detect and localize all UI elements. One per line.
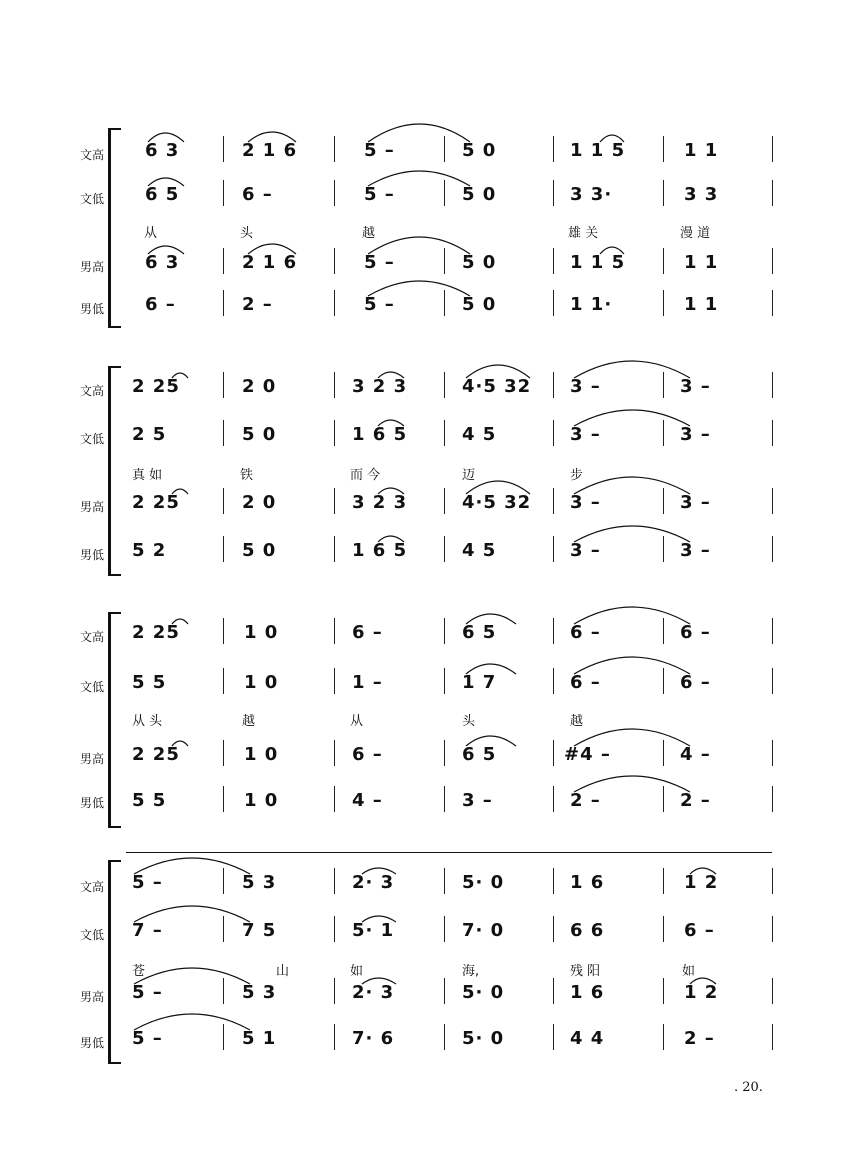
slur-marks [0, 856, 862, 1070]
measure-note: 1 1 [684, 140, 719, 161]
slur [368, 281, 470, 296]
slur [148, 178, 184, 186]
measure-note: 1 7 [462, 672, 497, 693]
measure-note: 1 6 5 [352, 424, 408, 445]
measure-note: 6 – [570, 672, 601, 693]
measure-note: 2· 3 [352, 872, 395, 893]
measure-note: 5 0 [462, 252, 497, 273]
lyric-syllable: 而 今 [350, 468, 381, 483]
measure-note: 3 2 3 [352, 492, 408, 513]
slur [378, 536, 404, 542]
slur [690, 978, 716, 984]
slur [368, 237, 470, 254]
slur [172, 619, 188, 624]
slur [378, 420, 404, 426]
lyric-syllable: 越 [570, 714, 584, 729]
lyric-syllable: 越 [362, 226, 376, 241]
page-number: . 20. [734, 1080, 763, 1095]
slur [574, 361, 690, 378]
measure-note: 5 5 [132, 790, 167, 811]
slur [172, 373, 188, 378]
measure-note: 5 5 [132, 672, 167, 693]
slur [466, 481, 530, 494]
measure-note: 2· 3 [352, 982, 395, 1003]
measure-note: 1 – [352, 672, 383, 693]
measure-note: 5 – [132, 982, 163, 1003]
lyric-syllable: 苍 [132, 964, 146, 979]
part-label-bass: 男低 [79, 1036, 104, 1050]
measure-note: 5 – [132, 1028, 163, 1049]
measure-note: 6 – [680, 672, 711, 693]
measure-note: 2 – [242, 294, 273, 315]
measure-note: 5 3 [242, 982, 277, 1003]
measure-note: 3 3· [570, 184, 613, 205]
measure-note: 4·5 32 [462, 376, 532, 397]
measure-note: 2 0 [242, 376, 277, 397]
slur [248, 132, 296, 142]
measure-note: 5 0 [462, 184, 497, 205]
measure-note: 5 0 [242, 424, 277, 445]
slur [466, 664, 516, 674]
measure-note: 6 – [352, 622, 383, 643]
part-label-bass: 男低 [79, 548, 104, 562]
measure-note: 4 – [680, 744, 711, 765]
slur [148, 133, 184, 142]
measure-note: 5 0 [462, 140, 497, 161]
lyric-syllable: 越 [242, 714, 256, 729]
part-label-soprano: 文高 [79, 148, 104, 162]
measure-note: 5· 1 [352, 920, 395, 941]
measure-note: 3 2 3 [352, 376, 408, 397]
lyric-syllable: 如 [682, 964, 696, 979]
measure-note: 5 0 [462, 294, 497, 315]
measure-note: 2 1 6 [242, 140, 298, 161]
slur [172, 489, 188, 494]
slur [690, 868, 716, 874]
measure-note: 1 1· [570, 294, 613, 315]
measure-note: 5 – [364, 184, 395, 205]
slur [574, 729, 690, 746]
measure-note: 6 – [684, 920, 715, 941]
measure-note: 4 – [352, 790, 383, 811]
measure-note: 2 25 [132, 744, 180, 765]
slur [134, 858, 250, 874]
lyric-syllable: 从 [144, 226, 158, 241]
lyric-syllable: 真 如 [132, 468, 163, 483]
measure-note: 6 5 [462, 744, 497, 765]
measure-note: 1 2 [684, 982, 719, 1003]
measure-note: 1 0 [244, 672, 279, 693]
measure-note: 3 – [570, 540, 601, 561]
measure-note: 7 – [132, 920, 163, 941]
measure-note: 6 – [145, 294, 176, 315]
measure-note: 3 – [570, 376, 601, 397]
measure-note: 4·5 32 [462, 492, 532, 513]
measure-note: 1 6 5 [352, 540, 408, 561]
measure-note: 4 5 [462, 540, 497, 561]
lyric-syllable: 从 [350, 714, 364, 729]
measure-note: 3 – [680, 424, 711, 445]
slur [368, 171, 470, 186]
measure-note: 6 3 [145, 140, 180, 161]
measure-note: 3 – [680, 492, 711, 513]
measure-note: 4 4 [570, 1028, 605, 1049]
measure-note: 1 0 [244, 744, 279, 765]
measure-note: 5 – [364, 140, 395, 161]
measure-note: 3 – [570, 424, 601, 445]
slur [362, 868, 396, 874]
slur [466, 365, 530, 378]
slur [362, 916, 396, 922]
slur [574, 607, 690, 624]
slur [600, 135, 624, 142]
measure-note: 6 – [570, 622, 601, 643]
lyric-syllable: 铁 [240, 468, 254, 483]
slur [362, 978, 396, 984]
part-label-alto: 文低 [79, 680, 104, 694]
slur [574, 657, 690, 674]
slur [600, 247, 624, 254]
slur [378, 372, 404, 378]
lyric-syllable: 迈 [462, 468, 476, 483]
measure-note: 1 6 [570, 872, 605, 893]
part-label-tenor: 男高 [79, 990, 104, 1004]
slur [368, 124, 470, 142]
lyric-syllable: 如 [350, 964, 364, 979]
slur [134, 1014, 250, 1030]
part-label-alto: 文低 [79, 928, 104, 942]
measure-note: 7· 0 [462, 920, 505, 941]
lyric-syllable: 头 [462, 714, 476, 729]
measure-note: 3 – [680, 376, 711, 397]
measure-note: 6 5 [145, 184, 180, 205]
slur [574, 410, 690, 426]
measure-note: 1 0 [244, 790, 279, 811]
slur [574, 526, 690, 542]
measure-note: 5· 0 [462, 1028, 505, 1049]
measure-note: 5 1 [242, 1028, 277, 1049]
part-label-tenor: 男高 [79, 260, 104, 274]
part-label-alto: 文低 [79, 432, 104, 446]
measure-note: 1 1 5 [570, 252, 626, 273]
lyric-syllable: 漫 道 [680, 226, 711, 241]
measure-note: 1 1 [684, 294, 719, 315]
lyric-syllable: 海, [462, 964, 480, 979]
slur [466, 736, 516, 746]
measure-note: 1 1 5 [570, 140, 626, 161]
measure-note: 6 – [680, 622, 711, 643]
measure-note: 6 3 [145, 252, 180, 273]
measure-note: 2 – [570, 790, 601, 811]
measure-note: 2 – [680, 790, 711, 811]
measure-note: 7 5 [242, 920, 277, 941]
measure-note: 5 – [132, 872, 163, 893]
measure-note: 5 0 [242, 540, 277, 561]
lyric-syllable: 从 头 [132, 714, 163, 729]
slur [466, 614, 516, 624]
measure-note: 2 25 [132, 492, 180, 513]
measure-note: 2 25 [132, 376, 180, 397]
measure-note: 3 – [570, 492, 601, 513]
lyric-syllable: 山 [276, 964, 290, 979]
part-label-soprano: 文高 [79, 880, 104, 894]
lyric-syllable: 残 阳 [570, 964, 601, 979]
measure-note: 5 2 [132, 540, 167, 561]
measure-note: 5 3 [242, 872, 277, 893]
measure-note: 6 – [352, 744, 383, 765]
measure-note: #4 – [564, 744, 611, 765]
measure-note: 3 3 [684, 184, 719, 205]
slur [248, 244, 296, 254]
measure-note: 1 1 [684, 252, 719, 273]
measure-note: 3 – [462, 790, 493, 811]
slur [378, 488, 404, 494]
measure-note: 6 5 [462, 622, 497, 643]
measure-note: 2 – [684, 1028, 715, 1049]
slur [148, 246, 184, 254]
lyric-syllable: 雄 关 [568, 226, 599, 241]
measure-note: 7· 6 [352, 1028, 395, 1049]
slur [574, 776, 690, 792]
part-label-tenor: 男高 [79, 500, 104, 514]
measure-note: 5· 0 [462, 872, 505, 893]
part-label-soprano: 文高 [79, 384, 104, 398]
slur [574, 477, 690, 494]
measure-note: 2 1 6 [242, 252, 298, 273]
slur [172, 741, 188, 746]
measure-note: 1 2 [684, 872, 719, 893]
lyric-syllable: 步 [570, 468, 584, 483]
measure-note: 5 – [364, 252, 395, 273]
section-rule [126, 852, 772, 853]
measure-note: 4 5 [462, 424, 497, 445]
part-label-bass: 男低 [79, 796, 104, 810]
part-label-soprano: 文高 [79, 630, 104, 644]
measure-note: 2 25 [132, 622, 180, 643]
measure-note: 2 0 [242, 492, 277, 513]
part-label-bass: 男低 [79, 302, 104, 316]
part-label-alto: 文低 [79, 192, 104, 206]
part-label-tenor: 男高 [79, 752, 104, 766]
lyric-syllable: 头 [240, 226, 254, 241]
slur-marks [0, 606, 862, 832]
measure-note: 6 – [242, 184, 273, 205]
slur-marks [0, 120, 862, 330]
slur-marks [0, 360, 862, 580]
measure-note: 1 0 [244, 622, 279, 643]
slur [134, 906, 250, 922]
measure-note: 5· 0 [462, 982, 505, 1003]
measure-note: 2 5 [132, 424, 167, 445]
measure-note: 6 6 [570, 920, 605, 941]
measure-note: 5 – [364, 294, 395, 315]
slur [134, 968, 250, 984]
measure-note: 1 6 [570, 982, 605, 1003]
measure-note: 3 – [680, 540, 711, 561]
